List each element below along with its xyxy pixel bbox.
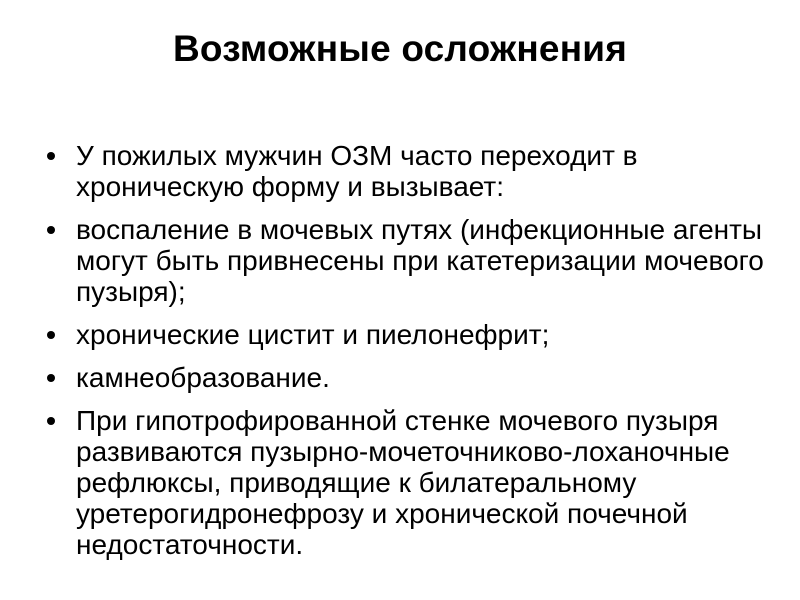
bullet-icon bbox=[47, 152, 55, 160]
bullet-list bbox=[44, 140, 764, 572]
bullet-item bbox=[44, 405, 764, 560]
bullet-icon bbox=[47, 374, 55, 382]
bullet-item bbox=[44, 140, 764, 202]
bullet-item bbox=[44, 214, 764, 307]
bullet-icon bbox=[47, 226, 55, 234]
bullet-text: воспаление в мочевых путях (инфекционные агенты могут быть привнесены при катетеризации мочевого пузыря); bbox=[76, 214, 764, 307]
bullet-text: У пожилых мужчин ОЗМ часто переходит в хроническую форму и вызывает: bbox=[76, 140, 638, 202]
bullet-icon bbox=[47, 331, 55, 339]
bullet-text: При гипотрофированной стенке мочевого пузыря развиваются пузырно-мочеточниково-лоханочные рефлюксы, приводящие к билатеральному уретерогидронефрозу и хронической почечной недостаточности. bbox=[76, 405, 730, 560]
bullet-text: камнеобразование. bbox=[76, 362, 330, 393]
bullet-text: хронические цистит и пиелонефрит; bbox=[76, 319, 550, 350]
bullet-icon bbox=[47, 417, 55, 425]
slide-title: Возможные осложнения bbox=[173, 28, 627, 69]
bullet-item bbox=[44, 362, 764, 393]
bullet-item bbox=[44, 319, 764, 350]
